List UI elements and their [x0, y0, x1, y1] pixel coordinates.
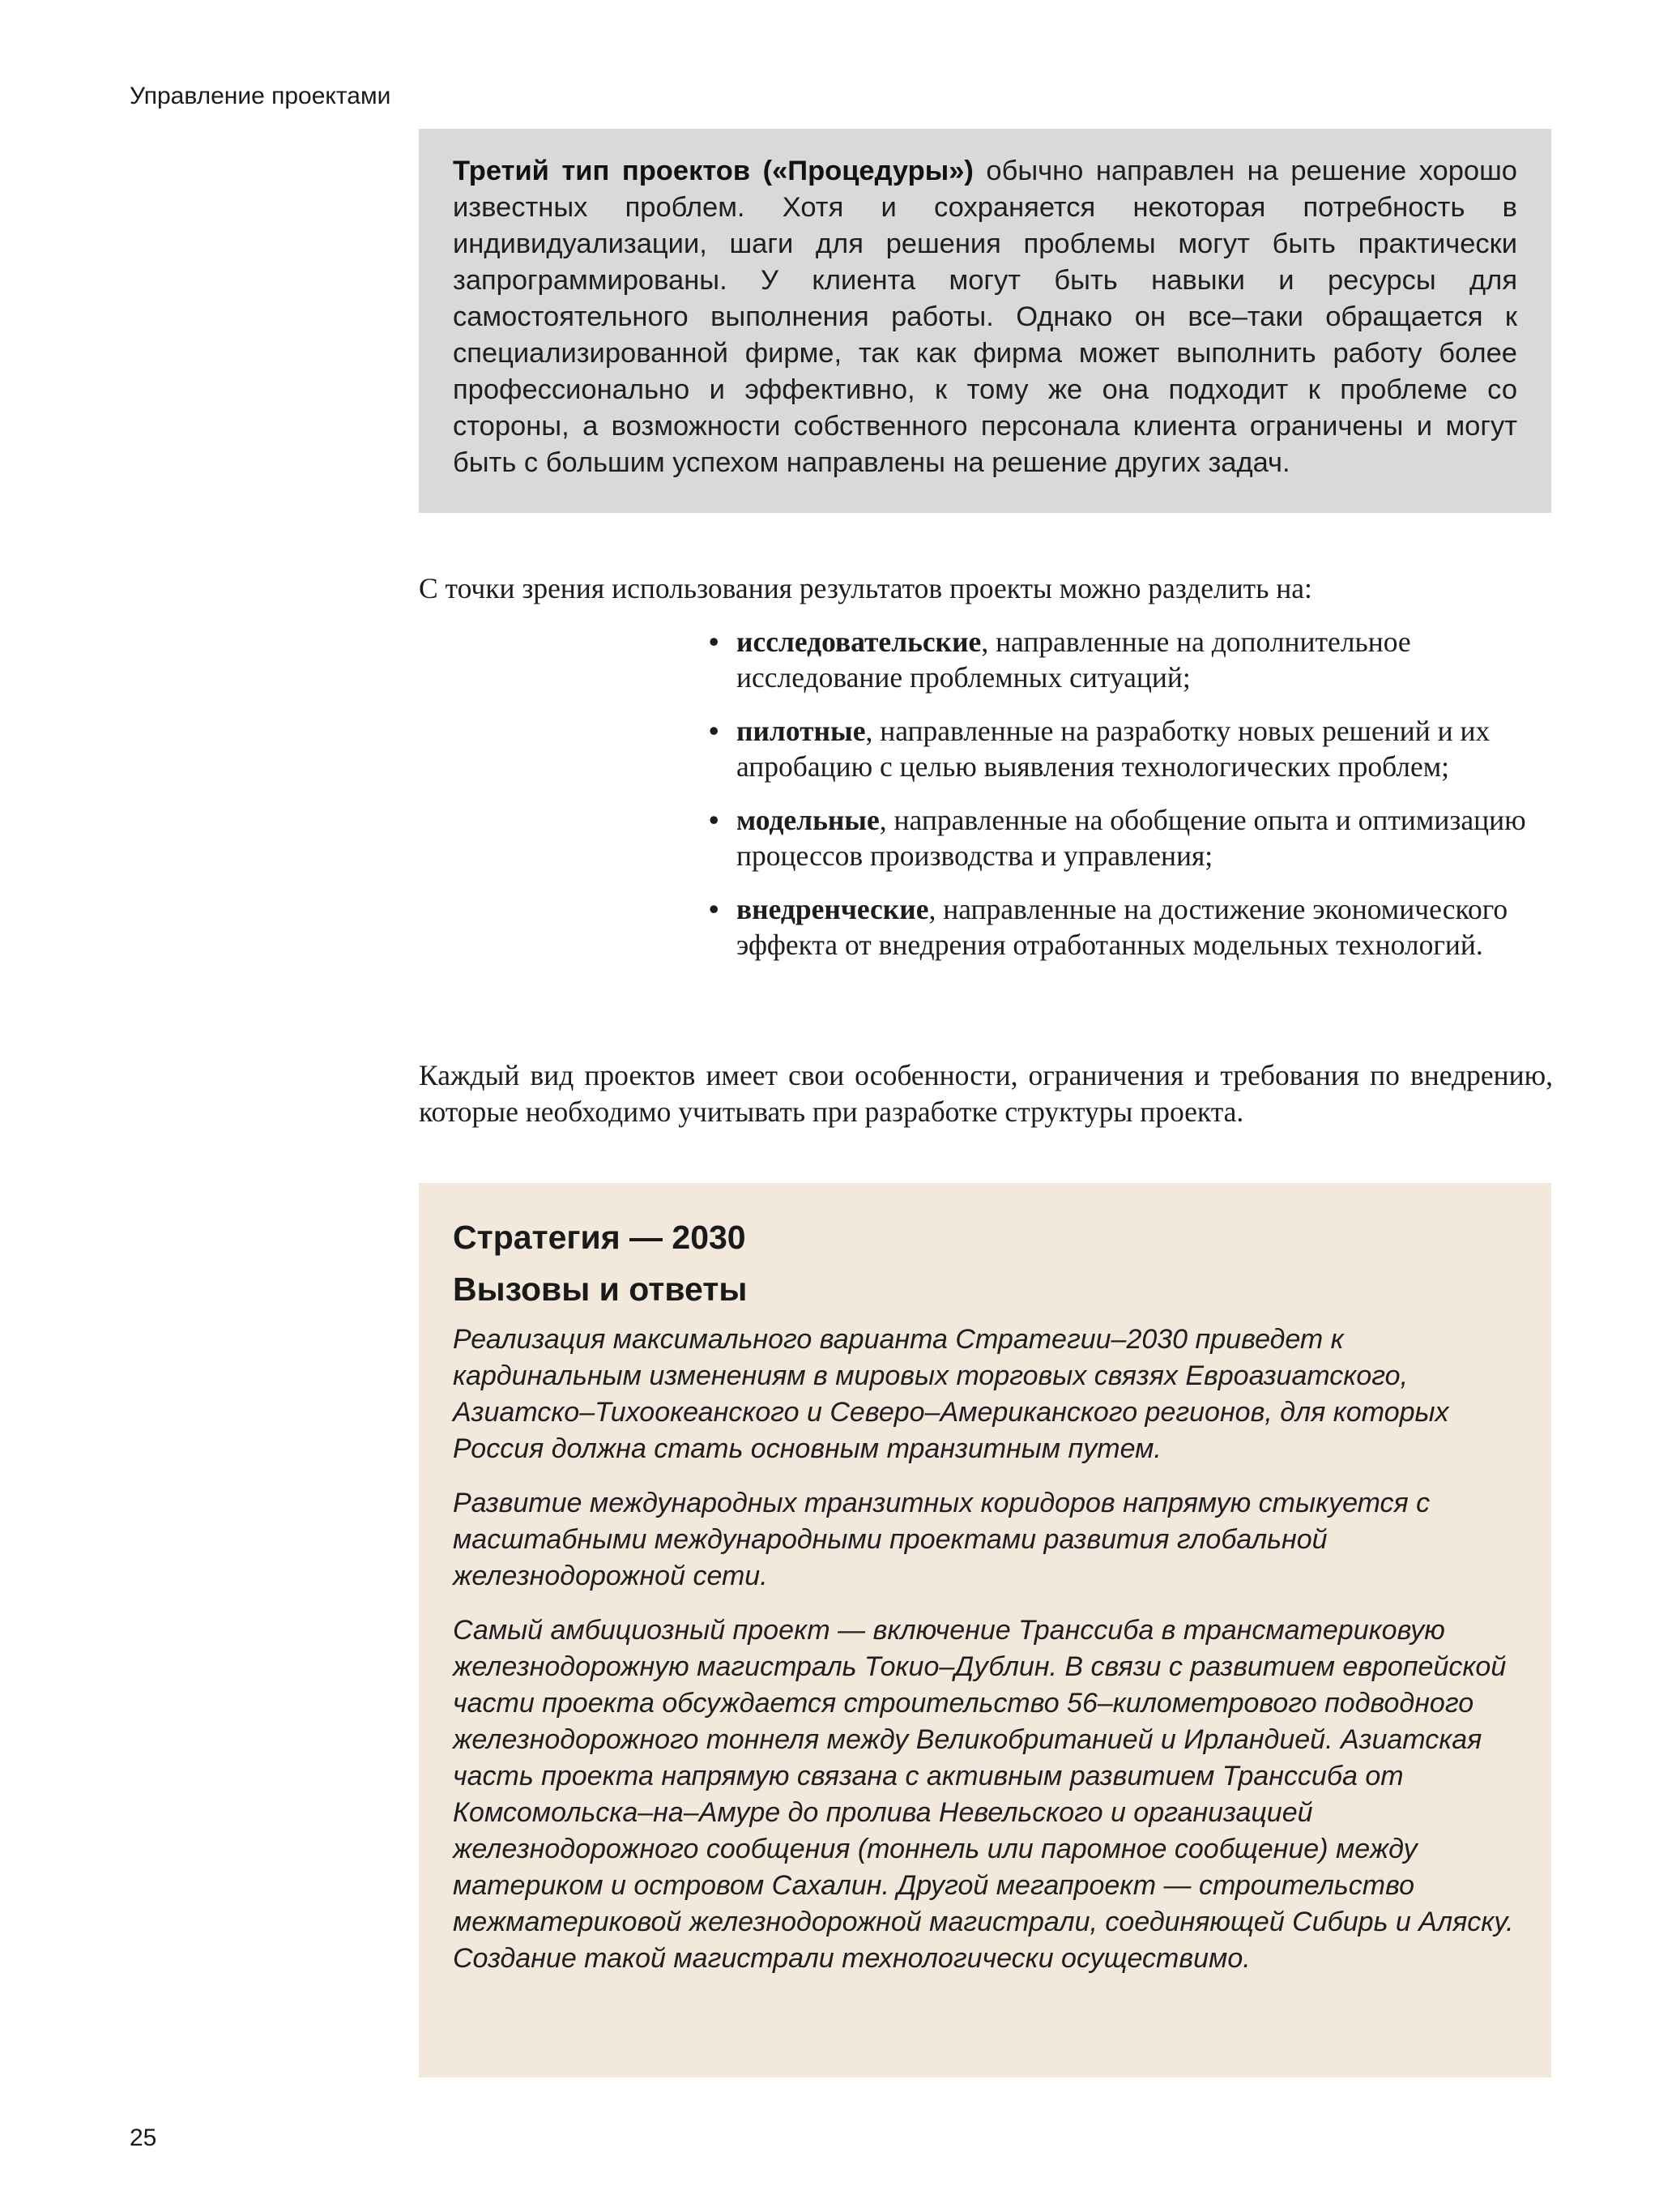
list-item [709, 891, 1551, 963]
strategy-2030-callout [419, 1183, 1551, 2077]
strategy-paragraph: Самый амбициозный проект — включение Транссиба в трансматериковую железнодорожную магистраль Токио–Дублин. В связи с развитием европейской части проекта обсуждается строительство 56–километрового подводного железнодорожного тоннеля между Великобританией и Ирландией. Азиатская часть проекта напрямую связана с активным развитием Транссиба от Комсомольска–на–Амуре до пролива Невельского и организацией железнодорожного сообщения (тоннель или паромное сообщение) между материком и островом Сахалин. Другой мегапроект — строительство межматериковой железнодорожной магистрали, соединяющей Сибирь и Аляску. Создание такой магистрали технологически осуществимо. [453, 1615, 1514, 1974]
project-type-list [709, 624, 1551, 980]
list-item-text: , направленные на разработку новых решений и их апробацию с целью выявления технологических проблем; [736, 715, 1491, 783]
list-item [709, 802, 1551, 873]
strategy-title: Стратегия — 2030 [453, 1219, 746, 1256]
list-item-text: , направленные на дополнительное исследование проблемных ситуаций; [736, 626, 1411, 694]
bullet-icon: • [709, 893, 719, 925]
bullet-icon: • [709, 804, 719, 836]
strategy-paragraph: Реализация максимального варианта Стратегии–2030 приведет к кардинальным изменениям в мировых торговых связях Евроазиатского, Азиатско–Тихоокеанского и Северо–Американского регионов, для которых Россия должна стать основным транзитным путем. [453, 1324, 1449, 1464]
running-header: Управление проектами [130, 83, 391, 109]
procedures-paragraph [453, 153, 1517, 481]
strategy-subtitle: Вызовы и ответы [453, 1270, 748, 1308]
list-item-term: внедренческие [736, 893, 929, 925]
classification-intro: С точки зрения использования результатов проекты можно разделить на: [419, 572, 1312, 604]
list-item [709, 713, 1551, 784]
list-item-term: пилотные [736, 715, 866, 747]
list-item-term: исследовательские [736, 626, 982, 658]
list-item [709, 624, 1551, 695]
page-number: 25 [130, 2124, 157, 2151]
list-item-term: модельные [736, 804, 880, 836]
procedures-text: обычно направлен на решение хорошо известных проблем. Хотя и сохраняется некоторая потребность в индивидуализации, шаги для решения проблемы могут быть практически запрограммированы. У клиента могут быть навыки и ресурсы для самостоятельного выполнения работы. Однако он все–таки обращается к специализированной фирме, так как фирма может выполнить работу более профессионально и эффективно, к тому же она подходит к проблеме со стороны, а возможности собственного персонала клиента ограничены и могут быть с большим успехом направлены на решение других задач. [453, 156, 1517, 478]
classification-outro: Каждый вид проектов имеет свои особенности, ограничения и требования по внедрению, которые необходимо учитывать при разработке структуры проекта. [419, 1059, 1553, 1128]
bullet-icon: • [709, 715, 719, 747]
procedures-lead: Третий тип проектов («Процедуры») [453, 156, 974, 186]
list-item-text: , направленные на достижение экономического эффекта от внедрения отработанных модельных технологий. [736, 893, 1508, 961]
list-item-text: , направленные на обобщение опыта и оптимизацию процессов производства и управления; [736, 804, 1526, 872]
bullet-icon: • [709, 626, 719, 658]
strategy-paragraph: Развитие международных транзитных коридоров напрямую стыкуется с масштабными международными проектами развития глобальной железнодорожной сети. [453, 1488, 1431, 1591]
procedures-callout [419, 129, 1551, 513]
